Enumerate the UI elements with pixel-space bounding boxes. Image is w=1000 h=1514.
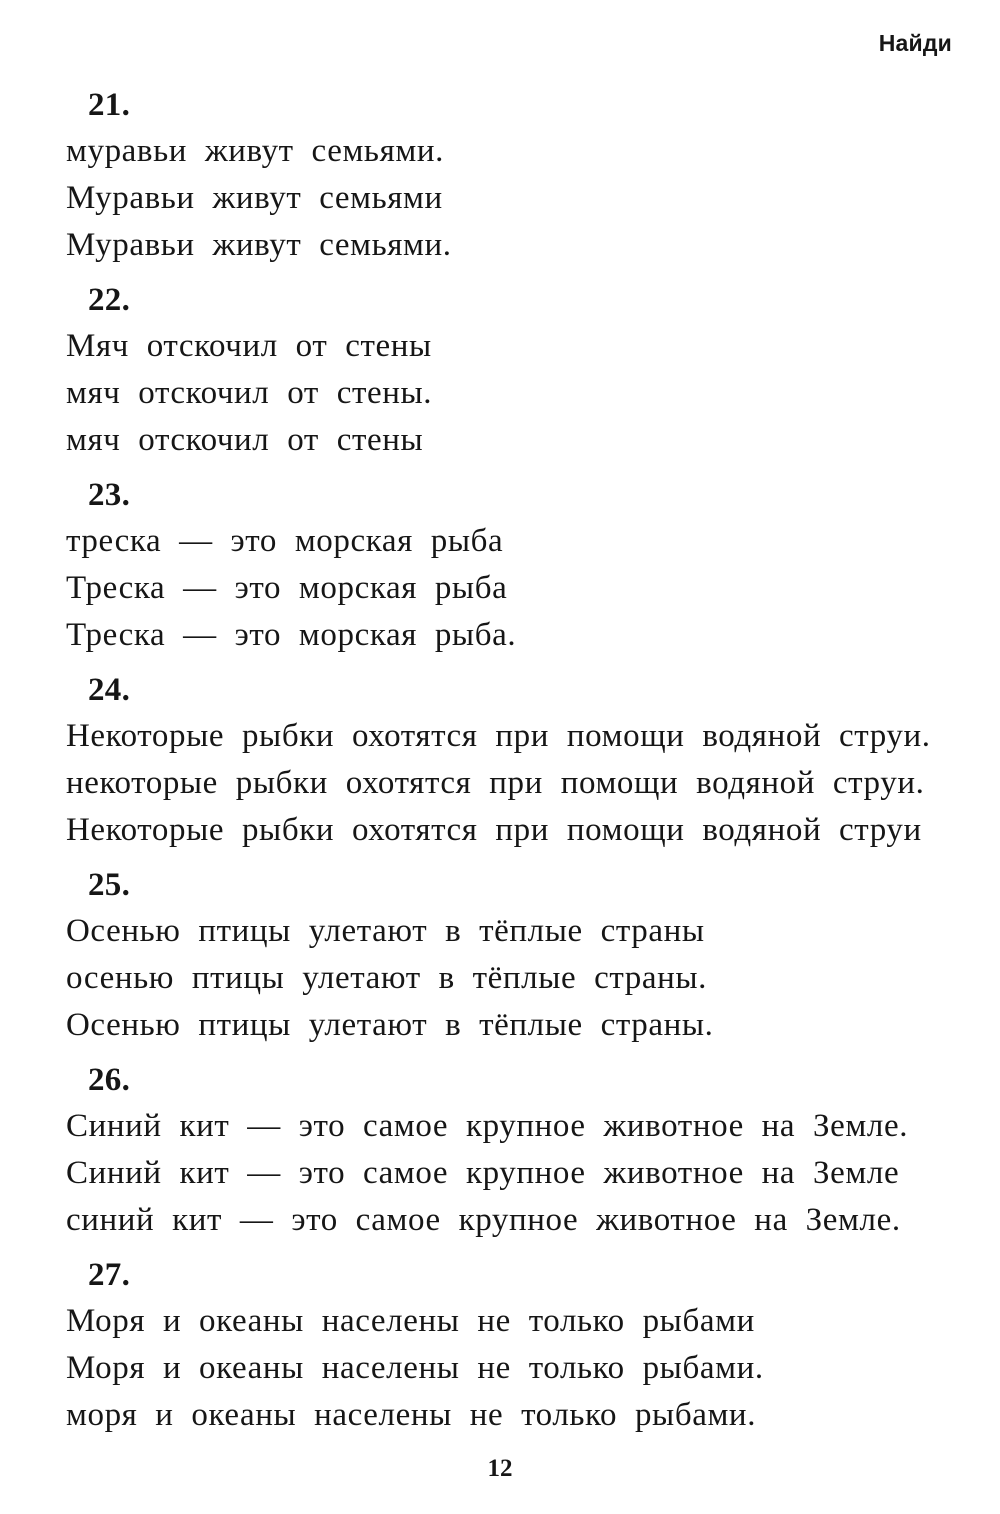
sentence-line: Некоторые рыбки охотятся при помощи водяной струи. <box>66 718 931 754</box>
page-number: 12 <box>487 1455 513 1482</box>
exercise-23 <box>66 472 966 667</box>
sentence-line: Осенью птицы улетают в тёплые страны <box>66 913 705 949</box>
sentence-line: Некоторые рыбки охотятся при помощи водяной струи <box>66 812 922 848</box>
sentence-line: мяч отскочил от стены <box>66 422 424 458</box>
exercise-number: 26. <box>88 1062 131 1098</box>
exercise-26 <box>66 1057 966 1252</box>
sentence-line: Моря и океаны населены не только рыбами. <box>66 1350 764 1386</box>
exercise-22 <box>66 277 966 472</box>
sentence-line: Синий кит — это самое крупное животное на Земле <box>66 1155 900 1191</box>
exercise-27 <box>66 1252 966 1447</box>
exercise-number: 21. <box>88 87 131 123</box>
sentence-line: моря и океаны населены не только рыбами. <box>66 1397 757 1433</box>
running-head-title: Найди <box>878 30 952 56</box>
exercise-24 <box>66 667 966 862</box>
sentence-line: треска — это морская рыба <box>66 523 504 559</box>
sentence-line: Моря и океаны населены не только рыбами <box>66 1303 755 1339</box>
exercise-number: 24. <box>88 672 131 708</box>
exercise-number: 25. <box>88 867 131 903</box>
exercise-number: 23. <box>88 477 131 513</box>
sentence-line: Осенью птицы улетают в тёплые страны. <box>66 1007 714 1043</box>
sentence-line: Синий кит — это самое крупное животное на Земле. <box>66 1108 909 1144</box>
exercise-21 <box>66 82 966 277</box>
sentence-line: некоторые рыбки охотятся при помощи водяной струи. <box>66 765 925 801</box>
sentence-line: Муравьи живут семьями. <box>66 227 452 263</box>
sentence-line: Треска — это морская рыба. <box>66 617 517 653</box>
exercise-number: 27. <box>88 1257 131 1293</box>
sentence-line: синий кит — это самое крупное животное на Земле. <box>66 1202 901 1238</box>
sentence-line: мяч отскочил от стены. <box>66 375 433 411</box>
sentence-line: осенью птицы улетают в тёплые страны. <box>66 960 707 996</box>
exercise-25 <box>66 862 966 1057</box>
sentence-line: муравьи живут семьями. <box>66 133 444 169</box>
sentence-line: Треска — это морская рыба <box>66 570 508 606</box>
sentence-line: Мяч отскочил от стены <box>66 328 432 364</box>
exercise-list <box>66 82 966 1447</box>
exercise-number: 22. <box>88 282 131 318</box>
sentence-line: Муравьи живут семьями <box>66 180 443 216</box>
